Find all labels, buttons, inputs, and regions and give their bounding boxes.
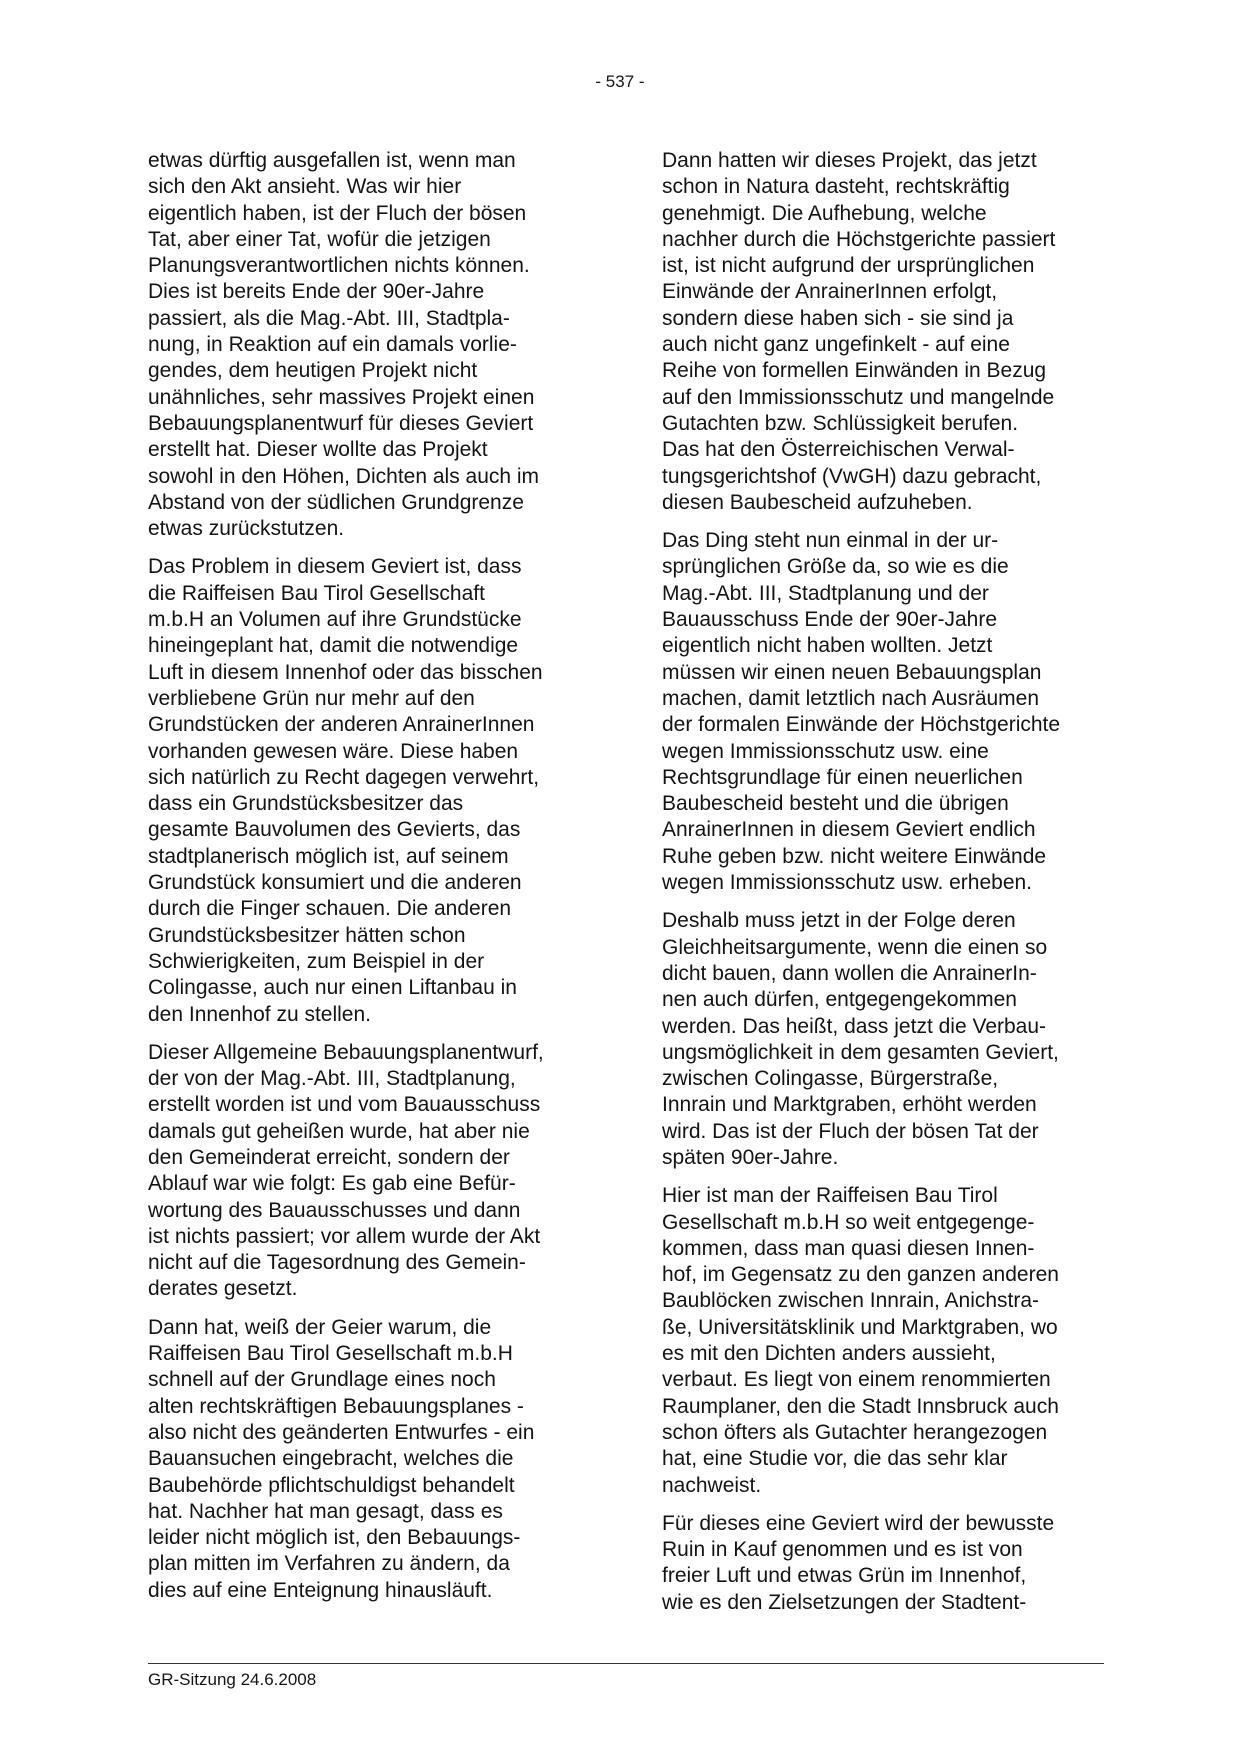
text-line: Ruhe geben bzw. nicht weitere Einwände (662, 844, 1047, 868)
text-line: wie es den Zielsetzungen der Stadtent- (662, 1590, 1027, 1614)
text-line: passiert, als die Mag.-Abt. III, Stadtpla- (148, 306, 510, 330)
text-line: Reihe von formellen Einwänden in Bezug (662, 359, 1047, 383)
text-line: nachweist. (662, 1473, 762, 1497)
text-line: Das hat den Österreichischen Verwal- (662, 438, 1015, 462)
text-line: ungsmöglichkeit in dem gesamten Geviert, (662, 1040, 1059, 1064)
text-line: Ablauf war wie folgt: Es gab eine Befür- (148, 1172, 516, 1196)
text-line: machen, damit letztlich nach Ausräumen (662, 686, 1040, 710)
paragraph (662, 1183, 1102, 1499)
text-line: Innrain und Marktgraben, erhöht werden (662, 1093, 1037, 1117)
text-line: sondern diese haben sich - sie sind ja (662, 306, 1014, 330)
text-line: Baubescheid besteht und die übrigen (662, 792, 1009, 816)
footer-session-date: GR-Sitzung 24.6.2008 (148, 1670, 317, 1689)
text-line: plan mitten im Verfahren zu ändern, da (148, 1552, 510, 1576)
text-line: Dann hatten wir dieses Projekt, das jetzt (662, 149, 1037, 172)
text-line: späten 90er-Jahre. (662, 1145, 839, 1169)
text-line: es mit den Dichten anders aussieht, (662, 1342, 996, 1366)
footer-divider (148, 1663, 1104, 1664)
text-line: schnell auf der Grundlage eines noch (148, 1368, 496, 1392)
text-line: ist, ist nicht aufgrund der ursprünglichen (662, 254, 1035, 278)
text-line: durch die Finger schauen. Die anderen (148, 897, 512, 921)
paragraph (662, 908, 1102, 1171)
text-line: Grundstücksbesitzer hätten schon (148, 923, 466, 947)
text-line: schon öfters als Gutachter herangezogen (662, 1420, 1048, 1444)
paragraph (662, 148, 1102, 516)
text-line: vorhanden gewesen wäre. Diese haben (148, 739, 519, 763)
text-line: Bauansuchen eingebracht, welches die (148, 1447, 514, 1471)
text-line: wird. Das ist der Fluch der bösen Tat der (662, 1119, 1039, 1143)
text-line: Für dieses eine Geviert wird der bewusste (662, 1511, 1055, 1535)
text-line: ße, Universitätsklinik und Marktgraben, wo (662, 1315, 1058, 1339)
text-line: dicht bauen, dann wollen die AnrainerIn- (662, 961, 1037, 985)
text-line: werden. Das heißt, dass jetzt die Verbau- (662, 1014, 1047, 1038)
text-line: dass ein Grundstücksbesitzer das (148, 792, 464, 816)
text-line: Tat, aber einer Tat, wofür die jetzigen (148, 227, 491, 251)
text-line: Grundstücken der anderen AnrainerInnen (148, 713, 535, 737)
text-line: Dann hat, weiß der Geier warum, die (148, 1315, 492, 1339)
text-line: die Raiffeisen Bau Tirol Gesellschaft (148, 581, 485, 605)
paragraph (148, 1040, 588, 1303)
text-line: nung, in Reaktion auf ein damals vorlie- (148, 333, 517, 357)
text-line: Gutachten bzw. Schlüssigkeit berufen. (662, 411, 1019, 435)
text-line: kommen, dass man quasi diesen Innen- (662, 1236, 1035, 1260)
text-line: gendes, dem heutigen Projekt nicht (148, 359, 478, 383)
paragraph (148, 148, 588, 542)
text-line: also nicht des geänderten Entwurfes - ein (148, 1420, 535, 1444)
text-line: Raiffeisen Bau Tirol Gesellschaft m.b.H (148, 1342, 513, 1366)
text-line: hof, im Gegensatz zu den ganzen anderen (662, 1263, 1059, 1287)
text-line: erstellt worden ist und vom Bauausschuss (148, 1093, 541, 1117)
text-line: Hier ist man der Raiffeisen Bau Tirol (662, 1184, 998, 1208)
text-line: etwas dürftig ausgefallen ist, wenn man (148, 149, 516, 172)
text-line: Das Ding steht nun einmal in der ur- (662, 529, 999, 553)
text-line: sich den Akt ansieht. Was wir hier (148, 175, 462, 199)
text-line: Das Problem in diesem Geviert ist, dass (148, 555, 522, 579)
paragraph (148, 1315, 588, 1604)
text-line: sowohl in den Höhen, Dichten als auch im (148, 464, 540, 488)
text-line: Bebauungsplanentwurf für dieses Geviert (148, 411, 534, 435)
text-line: alten rechtskräftigen Bebauungsplanes - (148, 1394, 524, 1418)
page-number: - 537 - (595, 72, 645, 91)
text-line: der formalen Einwände der Höchstgerichte (662, 713, 1061, 737)
text-line: auf den Immissionsschutz und mangelnde (662, 385, 1055, 409)
text-line: AnrainerInnen in diesem Geviert endlich (662, 818, 1036, 842)
text-line: Gleichheitsargumente, wenn die einen so (662, 935, 1048, 959)
text-line: Dies ist bereits Ende der 90er-Jahre (148, 280, 485, 304)
text-line: ist nichts passiert; vor allem wurde der Akt (148, 1224, 541, 1248)
text-line: Baublöcken zwischen Innrain, Anichstra- (662, 1289, 1040, 1313)
text-line: Rechtsgrundlage für einen neuerlichen (662, 765, 1023, 789)
text-line: Gesellschaft m.b.H so weit entgegenge- (662, 1210, 1035, 1234)
text-line: zwischen Colingasse, Bürgerstraße, (662, 1067, 999, 1091)
text-line: Mag.-Abt. III, Stadtplanung und der (662, 581, 989, 605)
text-line: Einwände der AnrainerInnen erfolgt, (662, 280, 998, 304)
text-line: unähnliches, sehr massives Projekt einen (148, 385, 535, 409)
text-line: den Gemeinderat erreicht, sondern der (148, 1145, 510, 1169)
text-line: Ruin in Kauf genommen und es ist von (662, 1538, 1023, 1562)
text-line: Schwierigkeiten, zum Beispiel in der (148, 949, 485, 973)
text-line: Abstand von der südlichen Grundgrenze (148, 490, 524, 514)
text-line: müssen wir einen neuen Bebauungsplan (662, 660, 1042, 684)
text-line: verbliebene Grün nur mehr auf den (148, 686, 475, 710)
text-line: Baubehörde pflichtschuldigst behandelt (148, 1473, 515, 1497)
text-line: nachher durch die Höchstgerichte passiert (662, 227, 1056, 251)
text-line: derates gesetzt. (148, 1277, 298, 1301)
text-line: sich natürlich zu Recht dagegen verwehrt, (148, 765, 540, 789)
text-line: wegen Immissionsschutz usw. erheben. (662, 871, 1033, 895)
text-line: gesamte Bauvolumen des Gevierts, das (148, 818, 521, 842)
text-line: Planungsverantwortlichen nichts können. (148, 254, 530, 278)
text-line: Luft in diesem Innenhof oder das bisschen (148, 660, 543, 684)
text-line: den Innenhof zu stellen. (148, 1002, 372, 1026)
text-line: sprünglichen Größe da, so wie es die (662, 555, 1009, 579)
text-line: damals gut geheißen wurde, hat aber nie (148, 1119, 530, 1143)
paragraph (148, 554, 588, 1027)
text-line: der von der Mag.-Abt. III, Stadtplanung, (148, 1067, 516, 1091)
text-line: leider nicht möglich ist, den Bebauungs- (148, 1526, 521, 1550)
text-line: freier Luft und etwas Grün im Innenhof, (662, 1564, 1027, 1588)
text-line: dies auf eine Enteignung hinausläuft. (148, 1578, 493, 1602)
left-column (148, 148, 588, 1616)
text-line: Bauausschuss Ende der 90er-Jahre (662, 608, 998, 632)
text-line: Deshalb muss jetzt in der Folge deren (662, 909, 1016, 933)
text-line: genehmigt. Die Aufhebung, welche (662, 201, 987, 225)
text-line: Raumplaner, den die Stadt Innsbruck auch (662, 1394, 1059, 1418)
text-line: eigentlich haben, ist der Fluch der bösen (148, 201, 527, 225)
text-line: wegen Immissionsschutz usw. eine (662, 739, 989, 763)
text-line: nen auch dürfen, entgegengekommen (662, 988, 1017, 1012)
text-line: erstellt hat. Dieser wollte das Projekt (148, 438, 488, 462)
text-line: Colingasse, auch nur einen Liftanbau in (148, 976, 517, 1000)
right-column (662, 148, 1102, 1628)
text-line: hineingeplant hat, damit die notwendige (148, 634, 519, 658)
text-line: wortung des Bauausschusses und dann (148, 1198, 521, 1222)
text-line: eigentlich nicht haben wollten. Jetzt (662, 634, 993, 658)
text-line: schon in Natura dasteht, rechtskräftig (662, 175, 1010, 199)
text-line: Dieser Allgemeine Bebauungsplanentwurf, (148, 1040, 544, 1064)
text-line: verbaut. Es liegt von einem renommierten (662, 1368, 1051, 1392)
text-line: etwas zurückstutzen. (148, 517, 345, 541)
text-line: stadtplanerisch möglich ist, auf seinem (148, 844, 509, 868)
paragraph (662, 1511, 1102, 1616)
paragraph (662, 528, 1102, 896)
text-line: hat, eine Studie vor, die das sehr klar (662, 1447, 1008, 1471)
text-line: hat. Nachher hat man gesagt, dass es (148, 1499, 503, 1523)
text-line: Grundstück konsumiert und die anderen (148, 871, 522, 895)
text-line: auch nicht ganz ungefinkelt - auf eine (662, 333, 1010, 357)
text-line: diesen Baubescheid aufzuheben. (662, 490, 973, 514)
text-line: tungsgerichtshof (VwGH) dazu gebracht, (662, 464, 1042, 488)
text-line: nicht auf die Tagesordnung des Gemein- (148, 1251, 526, 1275)
text-line: m.b.H an Volumen auf ihre Grundstücke (148, 608, 522, 632)
